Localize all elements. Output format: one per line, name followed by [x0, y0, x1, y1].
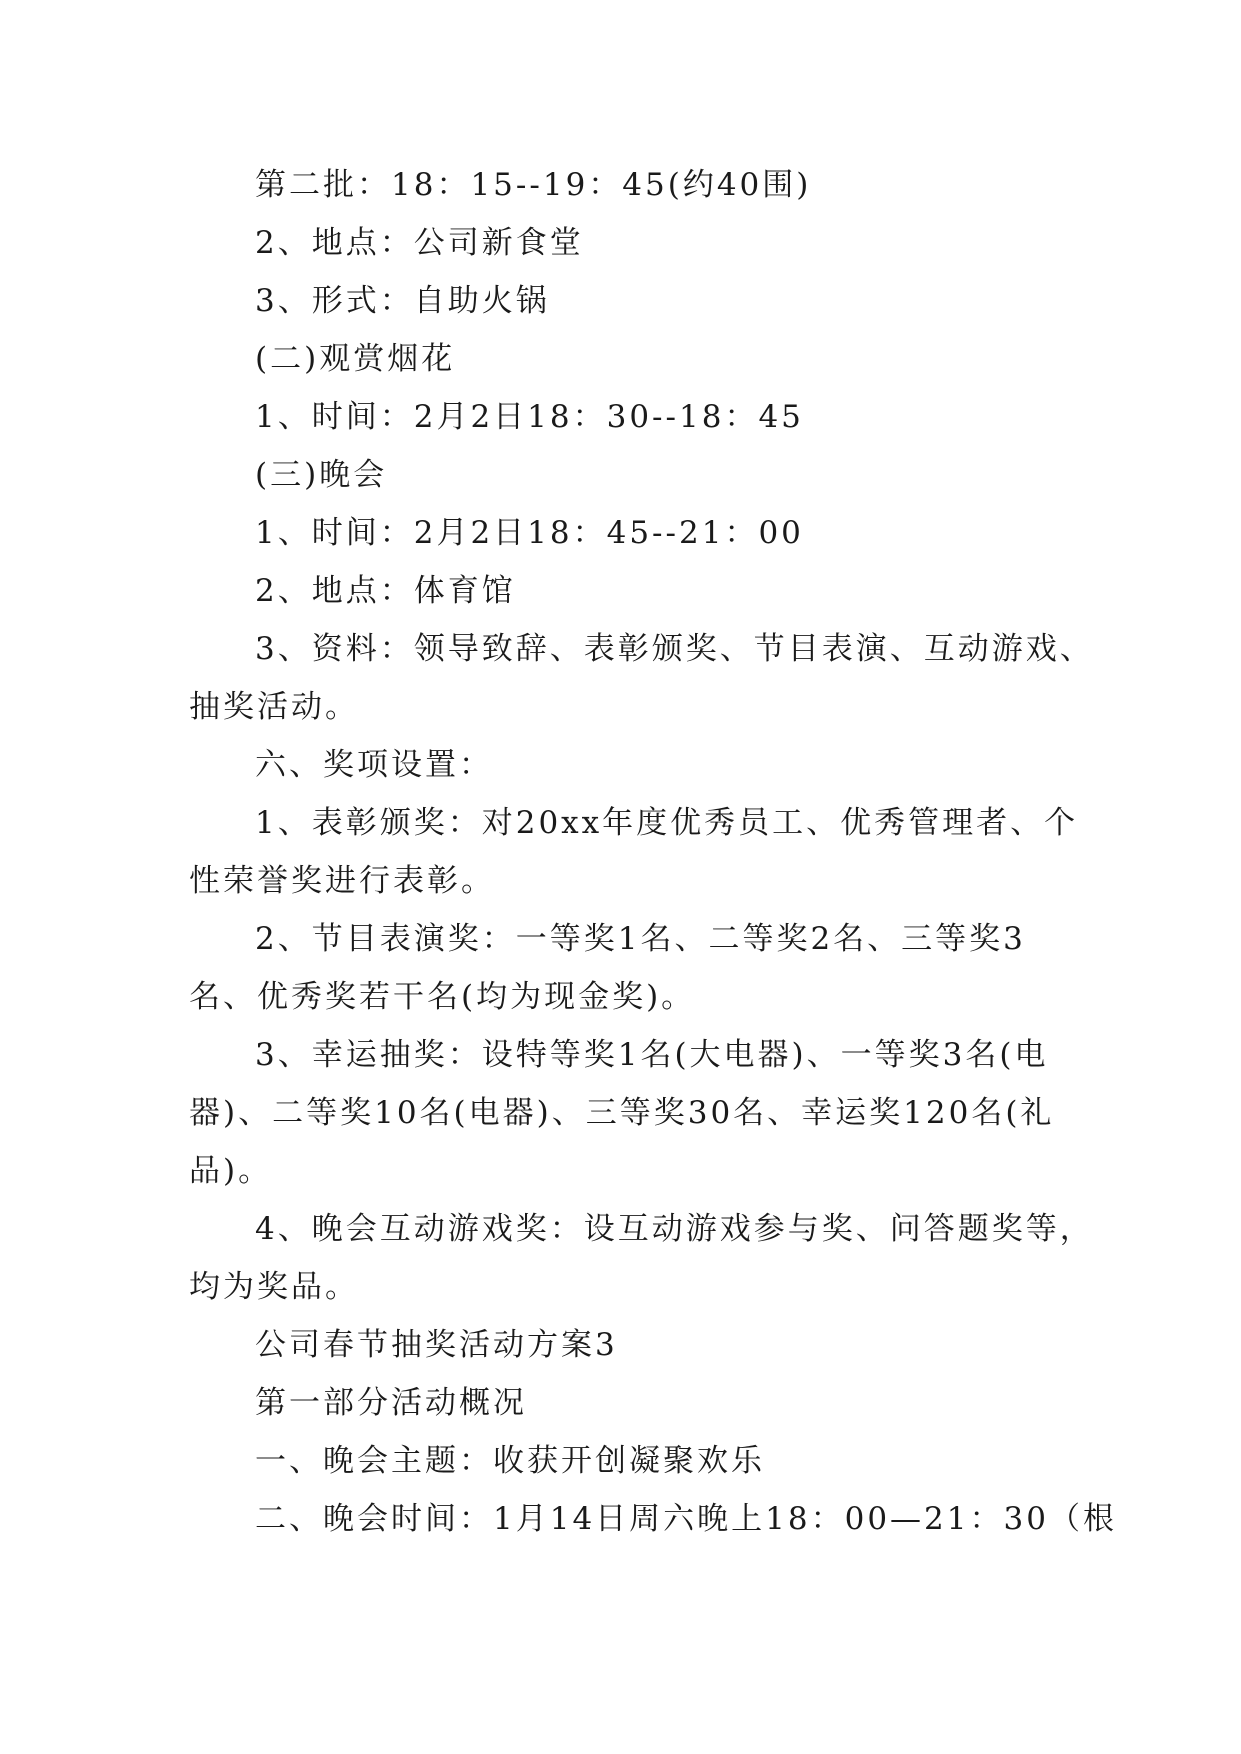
text-line: 二、晚会时间：1月14日周六晚上18：00—21：30（根 — [255, 1501, 1117, 1537]
document-body — [189, 156, 1117, 1548]
text-line: 2、地点：体育馆 — [255, 573, 516, 609]
text-line: 1、时间：2月2日18：30--18：45 — [255, 399, 804, 435]
text-line: 一、晚会主题：收获开创凝聚欢乐 — [255, 1443, 765, 1479]
text-line: 4、晚会互动游戏奖：设互动游戏参与奖、问答题奖等， — [255, 1211, 1094, 1247]
document-section-title: 公司春节抽奖活动方案3 — [255, 1327, 618, 1363]
text-line-continuation: 均为奖品。 — [189, 1269, 359, 1305]
text-line: 3、形式：自助火锅 — [255, 283, 550, 319]
section-heading: (二)观赏烟花 — [255, 341, 456, 377]
text-line-continuation: 品)。 — [189, 1153, 273, 1189]
section-heading: 六、奖项设置： — [255, 747, 493, 783]
text-line: 1、时间：2月2日18：45--21：00 — [255, 515, 804, 551]
text-line-continuation: 名、优秀奖若干名(均为现金奖)。 — [189, 979, 696, 1015]
text-line-continuation: 抽奖活动。 — [189, 689, 359, 725]
text-line-continuation: 性荣誉奖进行表彰。 — [189, 863, 495, 899]
section-heading: 第一部分活动概况 — [255, 1385, 527, 1421]
text-line: 2、地点：公司新食堂 — [255, 225, 584, 261]
text-line: 1、表彰颁奖：对20xx年度优秀员工、优秀管理者、个 — [255, 805, 1079, 841]
text-line: 3、幸运抽奖：设特等奖1名(大电器)、一等奖3名(电 — [255, 1037, 1049, 1073]
text-line: 3、资料：领导致辞、表彰颁奖、节目表演、互动游戏、 — [255, 631, 1094, 667]
text-line-continuation: 器)、二等奖10名(电器)、三等奖30名、幸运奖120名(礼 — [189, 1095, 1055, 1131]
text-line: 2、节目表演奖：一等奖1名、二等奖2名、三等奖3 — [255, 921, 1026, 957]
text-line: 第二批：18：15--19：45(约40围) — [255, 167, 812, 203]
section-heading: (三)晚会 — [255, 457, 388, 493]
